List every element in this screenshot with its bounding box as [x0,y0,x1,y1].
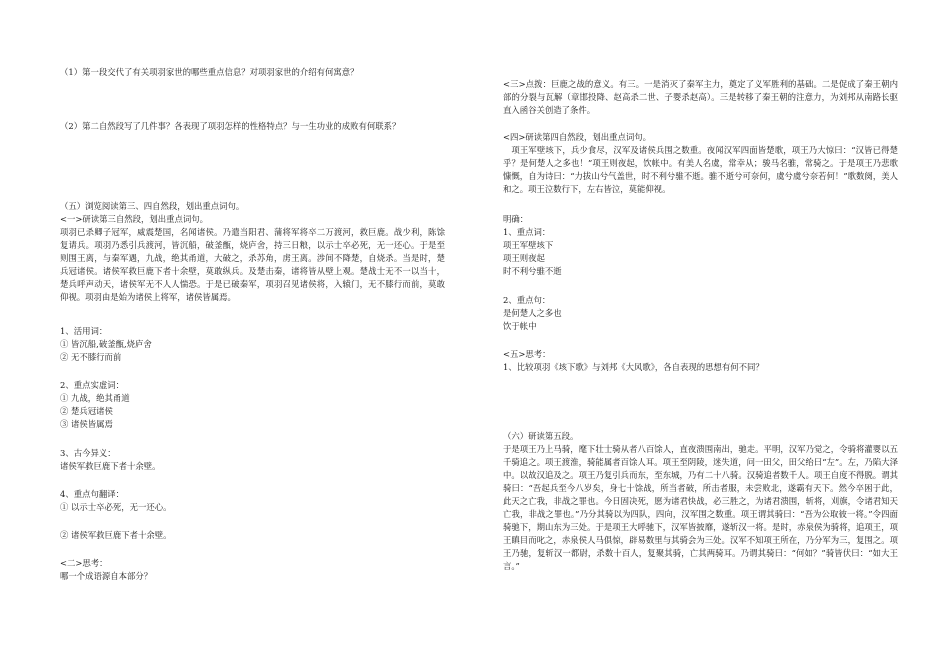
active-words-item: ① 皆沉船,破釜甑,烧庐舍 [60,339,152,349]
section-6-block [503,430,898,573]
question-1-block [60,66,445,79]
think-2-block [60,557,445,583]
ancient-modern-title: 3、古今异义： [60,448,116,458]
key-sentence-item: 是何楚人之多也 [503,308,562,318]
active-words-block [60,325,445,364]
section-3-note: <三>点拨：巨鹿之战的意义。有三。一是消灭了秦军主力，奠定了义军胜利的基础。二是促成了秦王朝内部的分裂与瓦解（章邯投降、赵高杀二世、子婴杀赵高）。三是转移了秦王朝的注意力，为刘邦从南路长驱直入函谷关创造了条件。 [503,79,898,115]
question-2-block [60,120,445,133]
question-2: （2）第二自然段写了几件事？各表现了项羽怎样的性格特点？与一生功业的成败有何联系？ [60,121,401,131]
research-4-title: <四>研读第四自然段，划出重点词句。 [503,132,652,142]
think-2-question: 哪一个成语源自本部分？ [60,571,153,581]
section-5-block [60,200,445,304]
key-words-item: ① 九战，绝其甬道 [60,393,130,403]
research-3-title: <一>研读第三自然段，划出重点词句。 [60,214,209,224]
answers-block [503,213,898,278]
key-words-item: ② 楚兵冠诸侯 [60,406,113,416]
ancient-modern-item: 诸侯军救巨鹿下者十余壁。 [60,461,161,471]
key-sentence-title: 2、重点句： [503,295,551,305]
think-5-question: 1、比较项羽《垓下歌》与刘邦《大风歌》，各自表现的思想有何不同？ [503,362,764,372]
think-5-block [503,348,898,374]
key-words-title: 2、重点实虚词： [60,380,124,390]
active-words-title: 1、活用词： [60,326,108,336]
ancient-modern-block [60,447,445,473]
translation-item: ① 以示士卒必死，无一还心。 [60,502,172,512]
think-5-title: <五>思考： [503,349,551,359]
translation-block [60,488,445,514]
key-words-block [60,379,445,431]
key-word-title: 1、重点词： [503,227,551,237]
passage-5: 于是项王乃上马骑，麾下壮士骑从者八百馀人，直夜溃围南出，驰走。平明，汉军乃觉之，令骑将灌婴以五千骑追之。项王渡淮，骑能属者百馀人耳。项王至阴陵，迷失道，问一田父，田父绐曰“左”。左，乃陷大泽中。以故汉追及之。项王乃复引兵而东，至东城，乃有二十八骑。汉骑追者数千人。项王自度不得脱。谓其骑曰：“吾起兵至今八岁矣，身七十馀战，所当者破，所击者服，未尝败北，遂霸有天下。然今卒困于此，此天之亡我，非战之罪也。今日固决死，愿为诸君快战，必三胜之，为诸君溃围，斩将，刈旗，令诸君知天亡我，非战之罪也。”乃分其骑以为四队，四向，汉军围之数重。项王谓其骑曰：“吾为公取彼一将。”令四面骑驰下，期山东为三处。于是项王大呼驰下，汉军皆披靡，遂斩汉一将。是时，赤泉侯为骑将，追项王，项王瞋目而叱之，赤泉侯人马俱惊，辟易数里与其骑会为三处。汉军不知项王所在，乃分军为三，复围之。项王乃驰，复斩汉一都尉，杀数十百人，复聚其骑，亡其两骑耳。乃谓其骑曰：“何如？”骑皆伏曰：“如大王言。” [503,444,898,571]
section-5-title: （五）浏览阅读第三、四自然段，划出重点词句。 [60,201,245,211]
key-word-item: 项王军壁垓下 [503,240,554,250]
key-word-item: 项王则夜起 [503,253,545,263]
think-2-title: <二>思考： [60,558,108,568]
passage-3: 项羽已杀卿子冠军，威震楚国，名闻诸侯。乃遣当阳君、蒲将军将卒二万渡河，救巨鹿。战少利，陈馀复请兵。项羽乃悉引兵渡河，皆沉船，破釜甑，烧庐舍，持三日粮，以示士卒必死，无一还心。于是至则围王离，与秦军遇，九战，绝其甬道，大破之，杀苏角，虏王离。涉间不降楚，自烧杀。当是时，楚兵冠诸侯。诸侯军救巨鹿下者十余壁，莫敢纵兵。及楚击秦，诸将皆从壁上观。楚战士无不一以当十，楚兵呼声动天，诸侯军无不人人惴恐。于是已破秦军，项羽召见诸侯将，入辕门，无不膝行而前，莫敢仰视。项羽由是始为诸侯上将军，诸侯皆属焉。 [60,227,445,302]
translation-block-2 [60,529,445,542]
passage-4: 项王军壁垓下，兵少食尽，汉军及诸侯兵围之数重。夜闻汉军四面皆楚歌，项王乃大惊曰：“汉皆已得楚乎？是何楚人之多也！”项王则夜起，饮帐中。有美人名虞，常幸从；骏马名骓，常骑之。于是项王乃悲歌慷慨，自为诗曰：“力拔山兮气盖世，时不利兮骓不逝。骓不逝兮可奈何，虞兮虞兮奈若何！”歌数阕，美人和之。项王泣数行下，左右皆泣，莫能仰视。 [503,145,898,194]
key-words-item: ③ 诸侯皆属焉 [60,419,113,429]
question-1: （1）第一段交代了有关项羽家世的哪些重点信息？对项羽家世的介绍有何寓意？ [60,67,359,77]
section-3-block [503,78,898,117]
active-words-item: ② 无不膝行而前 [60,352,122,362]
translation-title: 4、重点句翻译： [60,489,124,499]
answers-label: 明确： [503,214,529,224]
key-word-item: 时不利兮骓不逝 [503,266,562,276]
translation-item: ② 诸侯军救巨鹿下者十余壁。 [60,530,172,540]
section-6-title: （六）研读第五段。 [503,431,579,441]
key-sentence-item: 饮于帐中 [503,321,537,331]
research-4-block [503,131,898,196]
key-sentence-block [503,294,898,333]
